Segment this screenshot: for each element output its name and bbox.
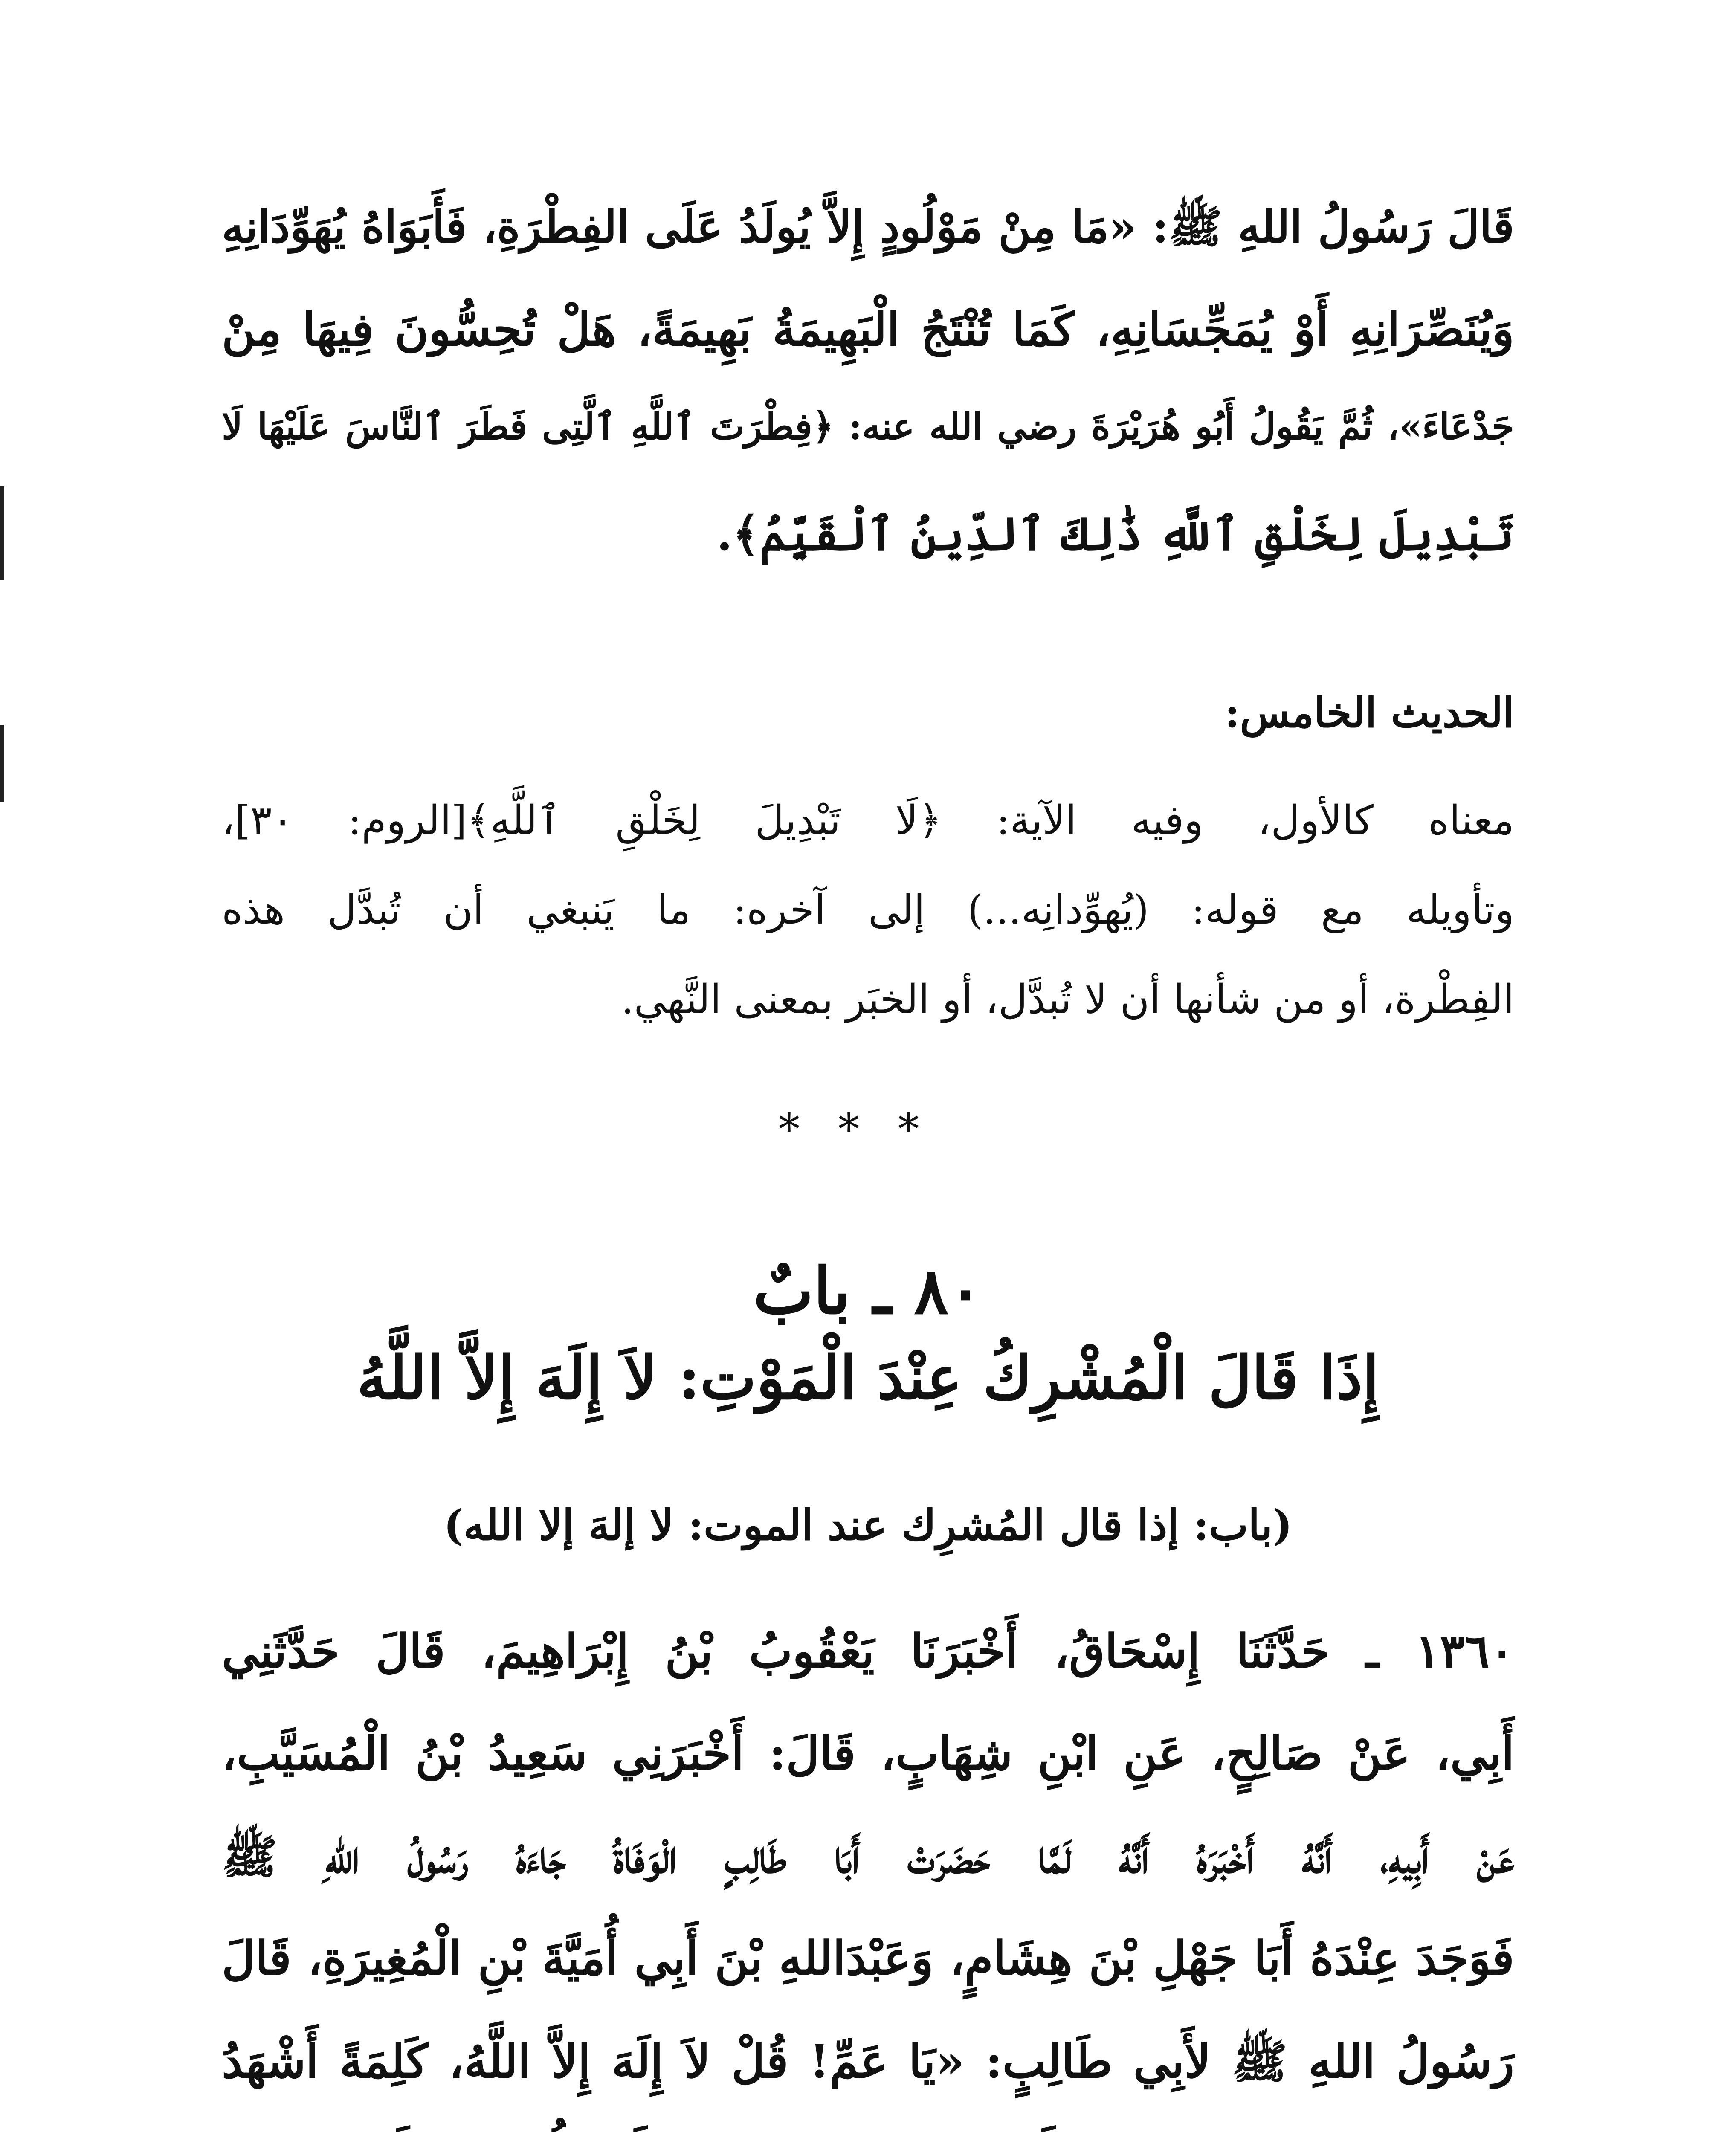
separator-star: * [898,1104,958,1154]
separator-star: * [778,1104,838,1154]
section-separator [0,1104,1736,1154]
chapter-title: إِذَا قَالَ الْمُشْرِكُ عِنْدَ الْمَوْتِ: لاَ إِلَهَ إِلاَّ اللَّهُ [356,1343,1380,1413]
hadith-1360-line: رَسُولُ اللهِ ﷺ لأَبِي طَالِبٍ: «يَا عَمِّ! قُلْ لاَ إِلَهَ إِلاَّ اللَّهُ، كَلِمَةً أَشْهَدُ [222,2035,1514,2089]
commentary-line: وتأويله مع قوله: (يُهوِّدانِه...) إلى آخره: ما يَنبغي أن تُبدَّل هذه [222,887,1514,933]
commentary-line: معناه كالأول، وفيه الآية: ﴿لَا تَبْدِيلَ لِخَلْقِ ٱللَّهِ﴾[الروم: ٣٠]، [222,797,1514,844]
hadith-top-paragraph [222,200,1514,627]
hadith-top-line: تَبْدِيلَ لِخَلْقِ ٱللَّهِ ذَٰلِكَ ٱلدِّينُ ٱلْقَيِّمُ﴾. [716,507,1514,561]
scan-edge-mark [0,725,4,802]
hadith-1360-line: ١٣٦٠ ـ حَدَّثَنَا إِسْحَاقُ، أَخْبَرَنَا يَعْقُوبُ بْنُ إِبْرَاهِيمَ، قَالَ حَدَّثَنِي [222,1625,1515,1678]
commentary-line: الفِطْرة، أو من شأنها أن لا تُبدَّل، أو الخبَر بمعنى النَّهي. [621,976,1514,1023]
hadith-top-line: قَالَ رَسُولُ اللهِ ﷺ: «مَا مِنْ مَوْلُودٍ إِلاَّ يُولَدُ عَلَى الفِطْرَةِ، فَأَبَوَاهُ يُهَوِّدَانِهِ [222,200,1514,253]
hadith-1360-line: عَنْ أَبِيهِ، أَنَّهُ أَخْبَرَهُ أَنَّهُ لَمَّا حَضَرَتْ أَبَا طَالِبٍ الْوَفَاةُ جَاءَهُ رَسُولُ اللهِ ﷺ [222,1830,1514,1884]
scan-edge-mark [0,486,4,580]
fifth-hadith-heading: الحديث الخامس: [1224,689,1514,737]
hadith-top-line: جَدْعَاءَ»، ثُمَّ يَقُولُ أَبُو هُرَيْرَةَ رضي الله عنه: ﴿فِطْرَتَ ٱللَّهِ ٱلَّتِى فَطَرَ ٱلنَّاسَ عَلَيْهَا لَا [222,405,1514,448]
fifth-hadith-commentary [222,797,1514,1062]
chapter-number: ٨٠ ـ بابٌ [753,1254,983,1329]
bab-caption: (باب: إذا قال المُشرِك عند الموت: لا إلهَ إلا الله) [443,1501,1293,1550]
hadith-top-line: وَيُنَصِّرَانِهِ أَوْ يُمَجِّسَانِهِ، كَمَا تُنْتَجُ الْبَهِيمَةُ بَهِيمَةً، هَلْ تُحِسُّونَ فِيهَا مِنْ [222,303,1514,356]
hadith-1360-line: فَوَجَدَ عِنْدَهُ أَبَا جَهْلِ بْنَ هِشَامٍ، وَعَبْدَاللهِ بْنَ أَبِي أُمَيَّةَ بْنِ الْمُغِيرَةِ، قَالَ [222,1932,1514,1985]
separator-star: * [838,1104,898,1154]
hadith-1360-line: أَبِي، عَنْ صَالِحٍ، عَنِ ابْنِ شِهَابٍ، قَالَ: أَخْبَرَنِي سَعِيدُ بْنُ الْمُسَيَّبِ، [222,1727,1514,1781]
hadith-1360-paragraph [222,1625,1514,2132]
